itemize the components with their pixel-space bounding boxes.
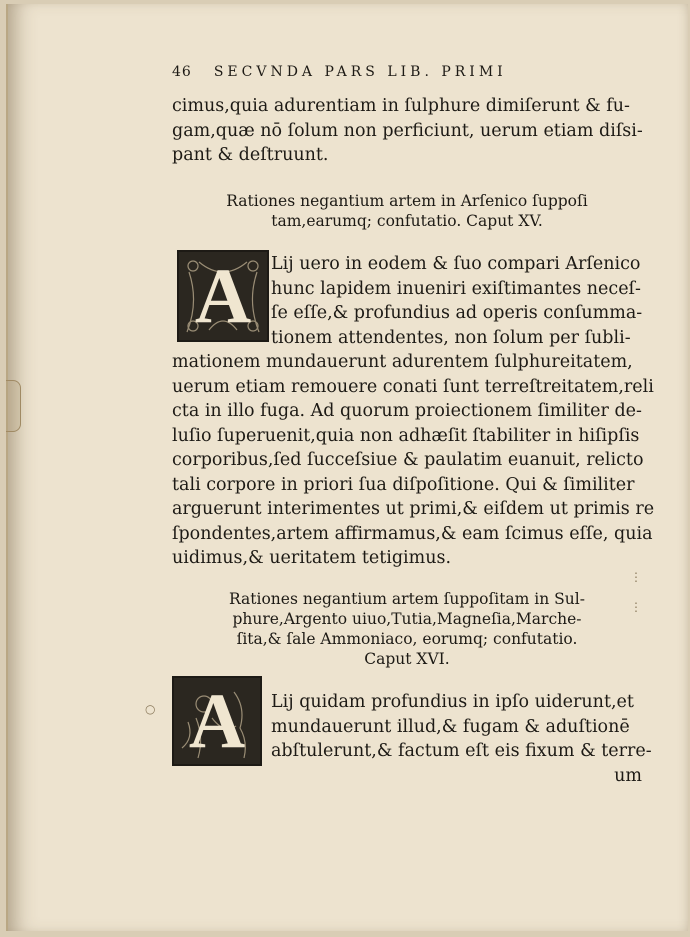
text-line: uerum etiam remouere conati ſunt terreſtreitatem,reli xyxy=(172,376,654,397)
text-line: tionem attendentes, non ſolum per ſubli- xyxy=(271,327,631,348)
margin-mark: ⋮ xyxy=(630,600,642,614)
text-line: pant & deſtruunt. xyxy=(172,145,329,165)
text-line: corporibus,ſed ſucceſsiue & paulatim euanuit, relicto xyxy=(172,450,644,470)
text-line: ſpondentes,artem affirmamus,& eam ſcimus eſſe, quia xyxy=(172,523,653,544)
heading-line: Caput XVI. xyxy=(364,650,450,668)
chapter-15-heading xyxy=(172,191,642,231)
page-fold xyxy=(6,380,21,432)
text-line: tali corpore in priori ſua diſpoſitione. Qui & ſimiliter xyxy=(172,474,635,495)
margin-mark: ⋮ xyxy=(630,570,642,584)
chapter-16-heading xyxy=(172,589,642,669)
text-line: cimus,quia adurentiam in ſulphure dimiſerunt & fu- xyxy=(172,96,630,116)
text-line: hunc lapidem inueniri exiſtimantes neceſ- xyxy=(271,278,641,299)
chapter-15-text xyxy=(172,252,655,571)
heading-line: ſita,& ſale Ammoniaco, eorumq; confutatio. xyxy=(236,630,578,648)
page-number: 46 xyxy=(172,64,192,80)
initial-letter: A xyxy=(194,252,252,339)
catchword: um xyxy=(614,765,642,786)
text-line: arguerunt interimentes ut primi,& eiſdem ut primis re xyxy=(172,499,655,519)
initial-letter: A xyxy=(188,677,246,764)
text-line: mundauerunt illud,& fugam & aduſtionē xyxy=(271,716,630,737)
text-line: ſe eſſe,& profundius ad operis conſumma- xyxy=(271,303,643,323)
running-header xyxy=(172,64,622,80)
running-title: SECVNDA PARS LIB. PRIMI xyxy=(213,64,507,80)
heading-line: phure,Argento uiuo,Tutia,Magneſia,Marche- xyxy=(232,610,582,628)
heading-line: Rationes negantium artem ſuppoſitam in Sul- xyxy=(229,590,585,608)
text-line: abſtulerunt,& factum eſt eis fixum & terre- xyxy=(271,741,652,761)
heading-line: tam,earumq; confutatio. Caput XV. xyxy=(271,212,543,230)
text-line: cta in illo fuga. Ad quorum proiectionem ſimiliter de- xyxy=(172,401,642,421)
text-line: Lij uero in eodem & ſuo compari Arſenico xyxy=(271,254,641,274)
text-line: gam,quæ nō ſolum non perficiunt, uerum etiam diſsi- xyxy=(172,120,643,141)
text-line: luſio ſuperuenit,quia non adhæſit ſtabiliter in hiſipſis xyxy=(172,425,640,446)
text-line: uidimus,& ueritatem tetigimus. xyxy=(172,548,452,568)
text-line: Lij quidam profundius in ipſo uiderunt,et xyxy=(271,692,634,712)
text-line: mationem mundauerunt adurentem ſulphureitatem, xyxy=(172,352,633,372)
chapter-16-text xyxy=(172,690,652,788)
heading-line: Rationes negantium artem in Arſenico ſuppoſi xyxy=(226,192,588,210)
margin-mark: ○ xyxy=(145,702,156,716)
top-paragraph xyxy=(172,94,642,168)
